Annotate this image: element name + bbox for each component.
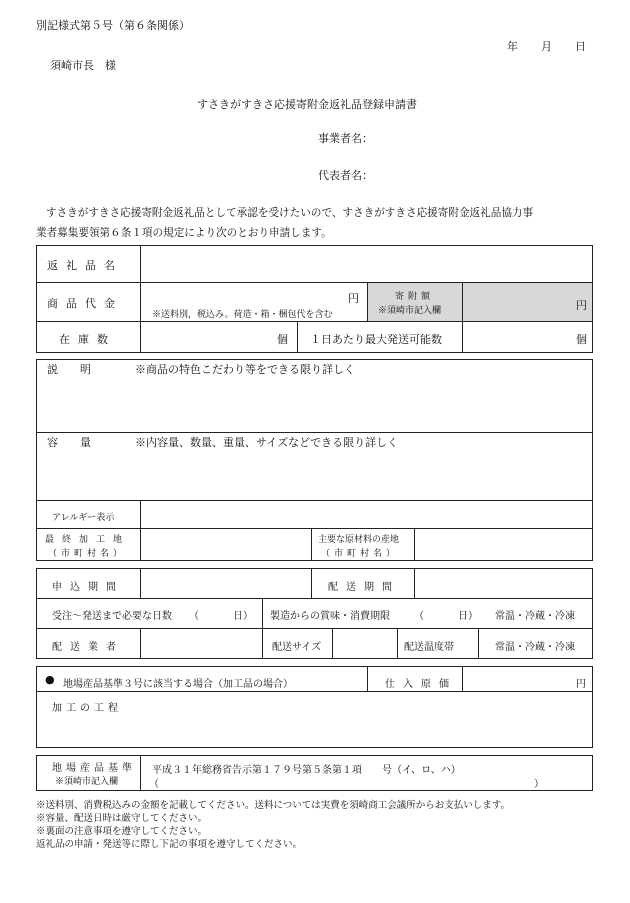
shelf-life-field[interactable] xyxy=(425,603,455,623)
final-process-field[interactable] xyxy=(144,531,307,558)
final-process-label: 最終加工地 xyxy=(45,535,131,545)
shelf-life-label: 製造からの賞味・消費期限 xyxy=(270,611,390,622)
item-name-label: 返礼品名 xyxy=(47,259,123,272)
main-origin-field[interactable] xyxy=(418,531,588,558)
delivery-period-field[interactable] xyxy=(418,571,588,595)
capacity-field[interactable] xyxy=(40,450,588,497)
carrier-label: 配送業者 xyxy=(52,642,124,653)
days-to-ship-label: 受注～発送まで必要な日数 xyxy=(52,611,172,622)
notice-paren-close: ） xyxy=(534,779,544,790)
daily-max-label: １日あたり最大発送可能数 xyxy=(310,333,442,346)
item-name-field[interactable] xyxy=(144,250,584,278)
shelf-life-paren-close: 日） xyxy=(458,611,478,622)
purchase-price-label: 仕入原価 xyxy=(385,679,457,690)
notes-list xyxy=(36,799,510,851)
final-process-paren: （市町村名） xyxy=(48,549,127,559)
carrier-field[interactable] xyxy=(144,631,258,656)
main-origin-label: 主要な原材料の産地 xyxy=(318,535,400,545)
description-label: 説 明 xyxy=(47,363,91,376)
capacity-label: 容 量 xyxy=(47,436,91,449)
notice-field[interactable] xyxy=(160,773,530,789)
purchase-price-yen: 円 xyxy=(576,679,586,690)
note-2: ※容量、配送日時は厳守してください。 xyxy=(36,813,208,824)
days-paren-open: （ xyxy=(189,611,199,622)
donation-yen: 円 xyxy=(576,299,587,312)
intro-line-1: すさきがすきさ応援寄附金返礼品として承認を受けたいので、すさきがすきさ応援寄附金返礼品協力事 xyxy=(46,207,534,219)
note-4: 返礼品の申請・発送等に際し下記の事項を遵守してください。 xyxy=(36,839,303,850)
notice-text: 平成３１年総務省告示第１７９号第５条第１項 号（イ、ロ、ハ） xyxy=(152,765,461,776)
capacity-hint: ※内容量、数量、重量、サイズなどできる限り詳しく xyxy=(135,436,399,449)
daily-max-field[interactable] xyxy=(466,324,586,350)
main-origin-paren: （市町村名） xyxy=(321,549,400,559)
addressee: 須崎市長 様 xyxy=(50,59,116,72)
standard-city-note: ※須崎市記入欄 xyxy=(55,777,119,787)
date-day: 日 xyxy=(575,40,586,53)
process-label: 加工の工程 xyxy=(52,703,122,714)
note-3: ※裏面の注意事項を遵守してください。 xyxy=(36,826,208,837)
delivery-size-label: 配送サイズ xyxy=(272,642,322,653)
intro-line-2: 業者募集要領第６条１項の規定により次のとおり申請します。 xyxy=(36,227,332,239)
note-1: ※送料別、消費税込みの金額を記載してください。送料については実費を須崎商工会議所からお支払いします。 xyxy=(36,800,511,811)
form-number: 別記様式第５号（第６条関係） xyxy=(36,19,190,32)
shelf-temp-options[interactable]: 常温・冷蔵・冷凍 xyxy=(495,611,575,622)
purchase-price-field[interactable] xyxy=(466,669,566,688)
application-period-label: 申込期間 xyxy=(52,582,124,593)
delivery-size-field[interactable] xyxy=(336,631,394,656)
page-title: すさきがすきさ応援寄附金返礼品登録申請書 xyxy=(197,98,417,111)
bullet-icon: ● xyxy=(45,673,55,686)
stock-label: 在庫数 xyxy=(59,333,116,346)
shelf-life-paren-open: （ xyxy=(414,611,424,622)
notice-paren-open: （ xyxy=(149,779,159,790)
price-yen: 円 xyxy=(348,292,359,305)
days-paren-close: 日） xyxy=(233,611,253,622)
price-note: ※送料別，税込み。荷造・箱・梱包代を含む xyxy=(152,310,333,320)
delivery-temp-label: 配送温度帯 xyxy=(404,642,454,653)
date-year: 年 xyxy=(507,40,518,53)
description-hint: ※商品の特色こだわり等をできる限り詳しく xyxy=(135,363,355,376)
allergy-label: アレルギー表示 xyxy=(52,513,115,523)
donation-label: 寄附額 xyxy=(395,292,435,302)
daily-max-unit: 個 xyxy=(576,333,587,346)
allergy-field[interactable] xyxy=(144,503,588,525)
date-month: 月 xyxy=(541,40,552,53)
representative-label: 代表者名： xyxy=(318,169,373,182)
standard-label: 地場産品基準 xyxy=(52,763,136,774)
donation-note: ※須崎市記入欄 xyxy=(378,306,442,316)
delivery-temp-options[interactable]: 常温・冷蔵・冷凍 xyxy=(495,642,575,653)
price-label: 商品代金 xyxy=(47,297,123,310)
stock-field[interactable] xyxy=(144,324,292,350)
application-period-field[interactable] xyxy=(144,571,307,595)
stock-unit: 個 xyxy=(277,333,288,346)
delivery-period-label: 配送期間 xyxy=(328,582,400,593)
description-field[interactable] xyxy=(40,377,588,429)
days-to-ship-field[interactable] xyxy=(200,603,230,623)
business-name-label: 事業者名： xyxy=(318,132,373,145)
process-field[interactable] xyxy=(40,713,588,745)
local-product-clause: 地場産品基準３号に該当する場合（加工品の場合） xyxy=(63,679,293,690)
